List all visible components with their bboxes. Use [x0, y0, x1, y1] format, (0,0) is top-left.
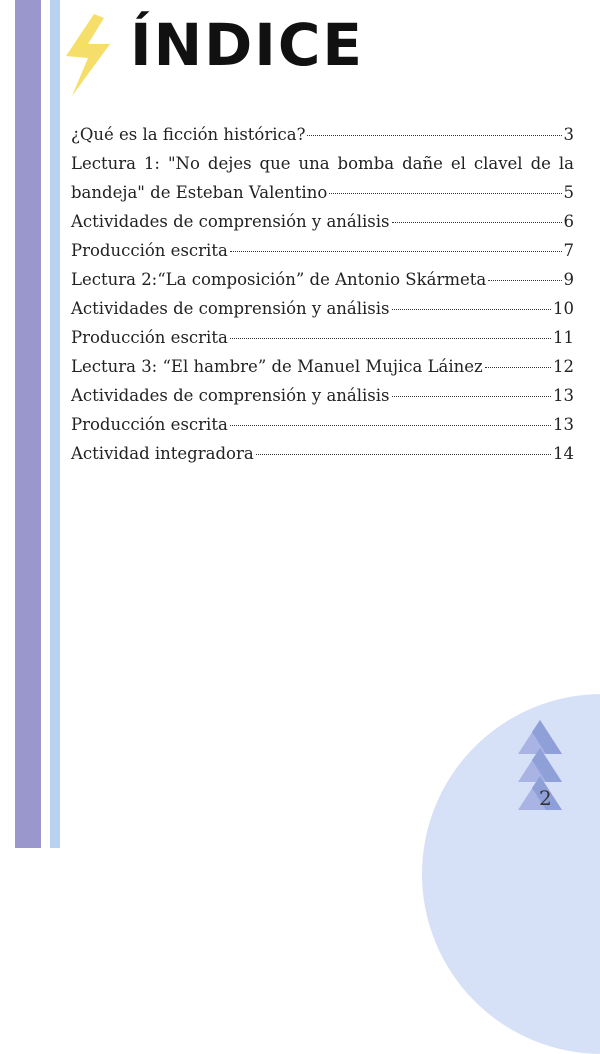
corner-circle-decoration — [422, 694, 600, 1054]
toc-entry-page: 13 — [553, 386, 574, 405]
toc-entry[interactable] — [71, 386, 574, 415]
toc-entry-text: Actividades de comprensión y análisis — [71, 386, 390, 405]
page-title: ÍNDICE — [130, 11, 365, 79]
toc-entry-page: 9 — [563, 270, 574, 289]
toc-entry-page: 7 — [563, 241, 574, 260]
toc-entry[interactable] — [71, 328, 574, 357]
dot-leader — [392, 309, 551, 310]
toc-entry-line-1[interactable] — [71, 154, 574, 183]
dot-leader — [485, 367, 551, 368]
toc-entry[interactable] — [71, 357, 574, 386]
dot-leader — [230, 425, 551, 426]
toc-entry-page: 12 — [553, 357, 574, 376]
toc-entry[interactable] — [71, 241, 574, 270]
toc-entry-text: Lectura 3: “El hambre” de Manuel Mujica Láinez — [71, 357, 483, 376]
toc-entry-page: 3 — [563, 125, 574, 144]
toc-entry[interactable] — [71, 415, 574, 444]
left-purple-stripe — [15, 0, 41, 848]
toc-entry-page: 14 — [553, 444, 574, 463]
lightning-bolt-icon — [64, 14, 112, 96]
toc-entry-page: 13 — [553, 415, 574, 434]
toc-entry[interactable] — [71, 125, 574, 154]
toc-entry-text: Actividad integradora — [71, 444, 254, 463]
dot-leader — [392, 396, 551, 397]
toc-entry-page: 11 — [553, 328, 574, 347]
page-number: 2 — [539, 786, 552, 810]
toc-entry-text: Producción escrita — [71, 415, 228, 434]
toc-entry[interactable] — [71, 270, 574, 299]
dot-leader — [230, 338, 551, 339]
toc-entry[interactable] — [71, 444, 574, 473]
left-blue-stripe — [50, 0, 60, 848]
toc-entry-page: 10 — [553, 299, 574, 318]
toc-entry-text: Lectura 2:“La composición” de Antonio Skármeta — [71, 270, 487, 289]
dot-leader — [230, 251, 562, 252]
toc-entry[interactable] — [71, 212, 574, 241]
toc-entry-text: Actividades de comprensión y análisis — [71, 212, 390, 231]
dot-leader — [307, 135, 561, 136]
toc-entry-text: Producción escrita — [71, 241, 228, 260]
toc-entry-text: Producción escrita — [71, 328, 228, 347]
toc-entry-text: Actividades de comprensión y análisis — [71, 299, 390, 318]
toc-entry-line-2[interactable] — [71, 183, 574, 212]
toc-entry-text: Lectura 1: "No dejes que una bomba dañe el clavel de la — [71, 154, 574, 173]
toc-entry-page: 5 — [563, 183, 574, 202]
dot-leader — [256, 454, 551, 455]
toc-entry-page: 6 — [563, 212, 574, 231]
toc-entry-text: ¿Qué es la ficción histórica? — [71, 125, 306, 144]
dot-leader — [329, 193, 561, 194]
dot-leader — [392, 222, 562, 223]
toc-entry[interactable] — [71, 299, 574, 328]
toc-entry-text: bandeja" de Esteban Valentino — [71, 183, 328, 202]
table-of-contents — [71, 125, 574, 473]
dot-leader — [488, 280, 561, 281]
